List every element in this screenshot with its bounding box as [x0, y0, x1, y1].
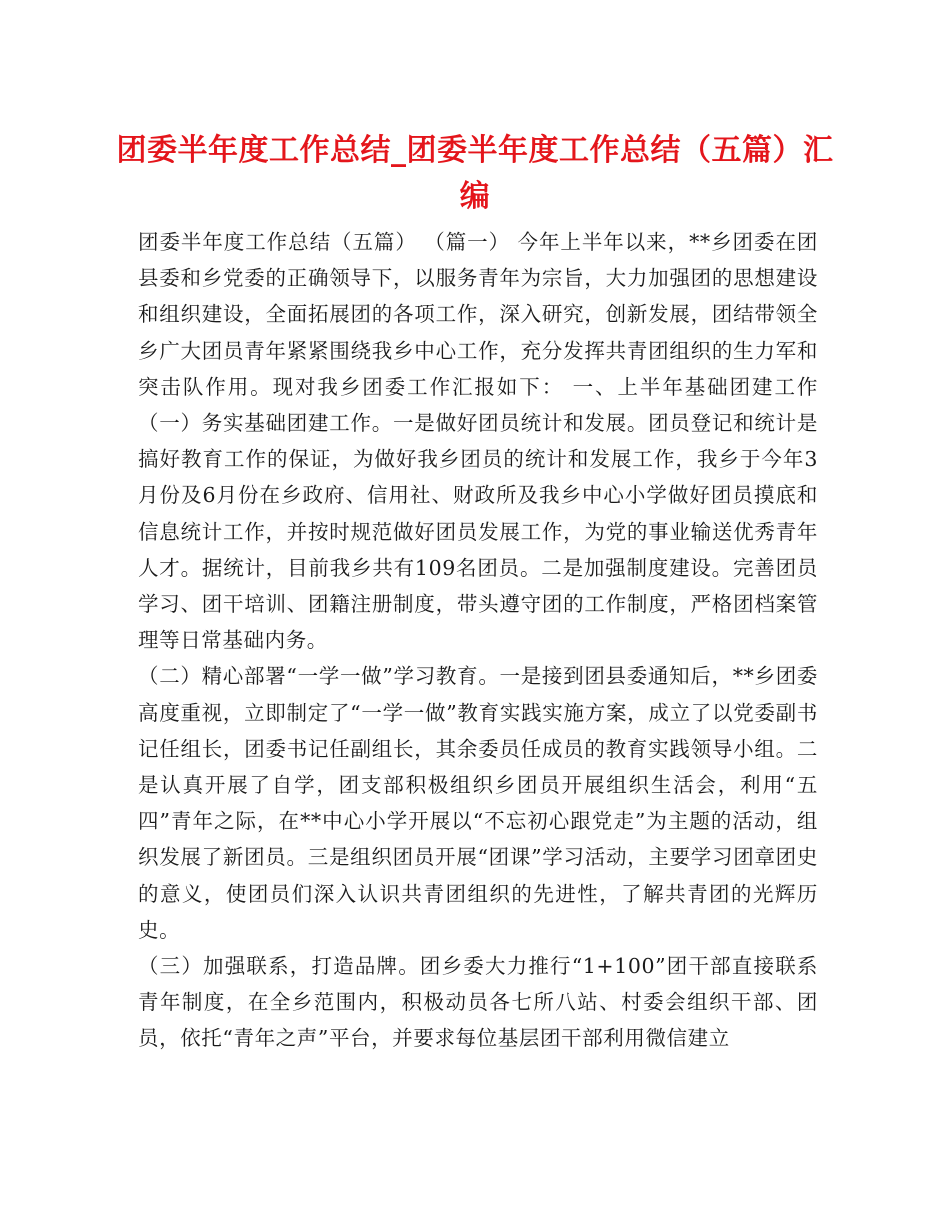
document-body: [138, 224, 818, 1057]
paragraph-1: 团委半年度工作总结（五篇） （篇一） 今年上半年以来，**乡团委在团县委和乡党委的正确领导下，以服务青年为宗旨，大力加强团的思想建设和组织建设，全面拓展团的各项工作，深入研究，创新发展，团结带领全乡广大团员青年紧紧围绕我乡中心工作，充分发挥共青团组织的生力军和突击队作用。现对我乡团委工作汇报如下： 一、上半年基础团建工作 （一）务实基础团建工作。一是做好团员统计和发展。团员登记和统计是搞好教育工作的保证，为做好我乡团员的统计和发展工作，我乡于今年3月份及6月份在乡政府、信用社、财政所及我乡中心小学做好团员摸底和信息统计工作，并按时规范做好团员发展工作，为党的事业输送优秀青年人才。据统计，目前我乡共有109名团员。二是加强制度建设。完善团员学习、团干培训、团籍注册制度，带头遵守团的工作制度，严格团档案管理等日常基础内务。: [138, 230, 818, 653]
document-title: 团委半年度工作总结_团委半年度工作总结（五篇）汇编: [116, 133, 834, 214]
paragraph-3: （三）加强联系，打造品牌。团乡委大力推行“1+100”团干部直接联系青年制度，在全乡范围内，积极动员各七所八站、村委会组织干部、团员，依托“青年之声”平台，并要求每位基层团干部利用微信建立: [138, 954, 818, 1051]
paragraph-2: （二）精心部署“一学一做”学习教育。一是接到团县委通知后，**乡团委高度重视，立即制定了“一学一做”教育实践实施方案，成立了以党委副书记任组长，团委书记任副组长，其余委员任成员的教育实践领导小组。二是认真开展了自学，团支部积极组织乡团员开展组织生活会，利用“五四”青年之际，在**中心小学开展以“不忘初心跟党走”为主题的活动，组织发展了新团员。三是组织团员开展“团课”学习活动，主要学习团章团史的意义，使团员们深入认识共青团组织的先进性，了解共青团的光辉历史。: [138, 664, 818, 942]
